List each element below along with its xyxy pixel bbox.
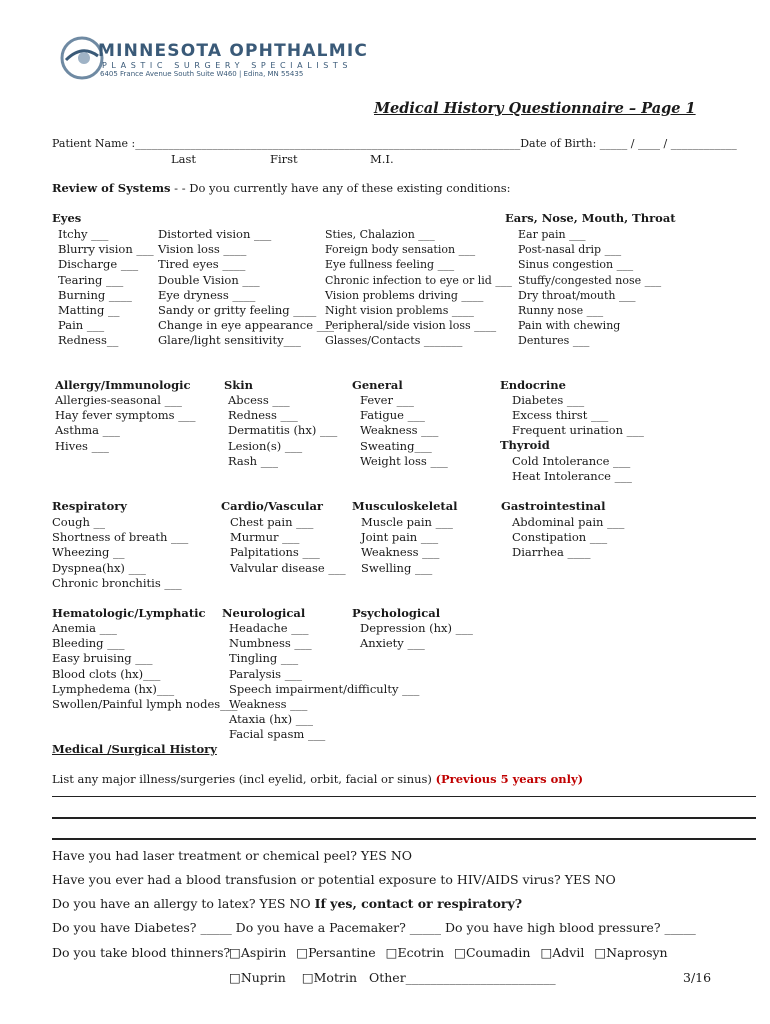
checkbox-icon: □	[454, 945, 466, 960]
psychological-heading: Psychological	[352, 606, 441, 620]
cardio-column	[230, 515, 346, 576]
allergy-item[interactable]: Allergies-seasonal ___	[55, 393, 182, 407]
general-heading: General	[352, 378, 403, 392]
respiratory-item[interactable]: Wheezing __	[52, 545, 125, 560]
respiratory-item[interactable]: Chronic bronchitis ___	[52, 575, 182, 590]
neurological-item[interactable]: Headache ___	[229, 621, 309, 635]
eyes-item[interactable]: Peripheral/side vision loss ____	[325, 319, 497, 333]
eyes-column-3	[325, 227, 512, 349]
checkbox-icon: □	[540, 945, 553, 960]
motrin-option[interactable]: □Motrin	[301, 970, 357, 985]
neurological-item[interactable]: Paralysis ___	[229, 666, 302, 681]
eyes-item[interactable]: Glare/light sensitivity___	[158, 333, 301, 348]
ent-item[interactable]: Sinus congestion ___	[518, 258, 634, 272]
neurological-item[interactable]: Numbness ___	[229, 636, 312, 651]
latex-question[interactable]	[52, 896, 522, 911]
page-title: Medical History Questionnaire – Page 1	[374, 100, 696, 117]
hematologic-item[interactable]: Blood clots (hx)___	[52, 666, 161, 681]
musculoskeletal-item[interactable]: Muscle pain ___	[361, 515, 453, 529]
neurological-item[interactable]: Ataxia (hx) ___	[229, 712, 314, 727]
gastrointestinal-heading: Gastrointestinal	[501, 499, 606, 513]
thyroid-heading: Thyroid	[500, 438, 550, 452]
musculoskeletal-item[interactable]: Weakness ___	[361, 545, 440, 560]
ent-item[interactable]: Ear pain ___	[518, 228, 586, 241]
eyes-item[interactable]: Tired eyes ____	[158, 257, 246, 272]
surgical-history-text: List any major illness/surgeries (incl eyelid, orbit, facial or sinus)	[52, 772, 432, 786]
gastrointestinal-item[interactable]: Abdominal pain ___	[512, 515, 625, 529]
persantine-option[interactable]: □Persantine	[296, 945, 376, 960]
ent-heading: Ears, Nose, Mouth, Throat	[505, 211, 676, 225]
musculoskeletal-heading: Musculoskeletal	[352, 499, 458, 513]
latex-followup-text: If yes, contact or respiratory?	[314, 896, 523, 911]
thyroid-column	[512, 454, 632, 484]
allergy-heading: Allergy/Immunologic	[55, 378, 191, 392]
eyes-item[interactable]: Matting __	[58, 302, 120, 317]
eyes-item[interactable]: Vision problems driving ____	[325, 288, 484, 302]
eyes-item[interactable]: Blurry vision ___	[58, 242, 154, 257]
practice-address: 6405 France Avenue South Suite W460 | Edina, MN 55435	[100, 70, 304, 78]
page-number: 3/16	[683, 970, 712, 985]
conditions-question[interactable]: Do you have Diabetes? _____ Do you have a Pacemaker? _____ Do you have high blood pressure? _____	[52, 920, 696, 935]
other-thinner-field[interactable]: Other________________________	[368, 970, 556, 985]
general-item[interactable]: Sweating___	[360, 438, 432, 453]
gastrointestinal-column	[512, 515, 624, 561]
eyes-item[interactable]: Change in eye appearance ___	[158, 318, 334, 333]
surgical-history-prompt	[52, 772, 583, 787]
cardio-item[interactable]: Chest pain ___	[230, 515, 314, 529]
general-item[interactable]: Weight loss ___	[360, 453, 448, 468]
hematologic-item[interactable]: Anemia ___	[52, 621, 117, 635]
allergy-item[interactable]: Hay fever symptoms ___	[55, 408, 196, 423]
blood-thinners-label: Do you take blood thinners?	[52, 945, 231, 960]
patient-name-dob-line[interactable]: Patient Name :______________________________________________________________________Date of Birth: _____ / ____ / ____________	[52, 137, 737, 150]
cardio-item[interactable]: Palpitations ___	[230, 545, 320, 560]
practice-subtitle: PLASTIC SURGERY SPECIALISTS	[102, 61, 353, 70]
hematologic-item[interactable]: Swollen/Painful lymph nodes___	[52, 696, 238, 711]
respiratory-item[interactable]: Dyspnea(hx) ___	[52, 560, 146, 575]
coumadin-option[interactable]: □Coumadin	[454, 945, 531, 960]
surgical-history-line-1[interactable]	[52, 796, 756, 797]
general-item[interactable]: Fatigue ___	[360, 408, 425, 423]
review-of-systems-prompt	[52, 181, 511, 196]
neurological-item[interactable]: Facial spasm ___	[229, 727, 326, 742]
transfusion-question[interactable]: Have you ever had a blood transfusion or potential exposure to HIV/AIDS virus? YES NO	[52, 872, 616, 887]
respiratory-column	[52, 515, 188, 591]
eyes-item[interactable]: Sandy or gritty feeling ____	[158, 302, 317, 317]
skin-heading: Skin	[224, 378, 254, 392]
hematologic-heading: Hematologic/Lymphatic	[52, 606, 206, 620]
ecotrin-option[interactable]: □Ecotrin	[385, 945, 445, 960]
neurological-item[interactable]: Tingling ___	[229, 651, 299, 666]
latex-question-text: Do you have an allergy to latex? YES NO	[52, 896, 311, 911]
psychological-item[interactable]: Anxiety ___	[360, 636, 425, 651]
endocrine-item[interactable]: Diabetes ___	[512, 393, 585, 407]
neurological-heading: Neurological	[222, 606, 306, 620]
eyes-item[interactable]: Foreign body sensation ___	[325, 243, 476, 257]
skin-column	[228, 393, 337, 469]
musculoskeletal-item[interactable]: Swelling ___	[361, 560, 433, 575]
surgical-history-heading: Medical /Surgical History	[52, 742, 217, 756]
middle-initial-caption: M.I.	[370, 152, 394, 166]
eyes-item[interactable]: Chronic infection to eye or lid ___	[325, 273, 512, 287]
checkbox-icon: □	[229, 945, 241, 960]
skin-item[interactable]: Redness ___	[228, 408, 298, 423]
general-item[interactable]: Weakness ___	[360, 423, 439, 438]
checkbox-icon: □	[301, 970, 314, 985]
hematologic-item[interactable]: Easy bruising ___	[52, 651, 153, 666]
respiratory-item[interactable]: Cough __	[52, 515, 106, 529]
skin-item[interactable]: Rash ___	[228, 453, 278, 468]
eyes-item[interactable]: Eye dryness ____	[158, 287, 256, 302]
neurological-item[interactable]: Weakness ___	[229, 696, 308, 711]
surgical-history-note: (Previous 5 years only)	[435, 772, 584, 786]
endocrine-item[interactable]: Excess thirst ___	[512, 408, 609, 423]
eyes-item[interactable]: Eye fullness feeling ___	[325, 258, 455, 272]
practice-name: MINNESOTA OPHTHALMIC	[98, 41, 369, 61]
endocrine-heading: Endocrine	[500, 378, 566, 392]
checkbox-icon: □	[385, 945, 398, 960]
ent-item[interactable]: Post-nasal drip ___	[518, 243, 622, 257]
eyes-item[interactable]: Itchy ___	[58, 227, 109, 241]
respiratory-heading: Respiratory	[52, 499, 127, 513]
allergy-column	[55, 393, 195, 454]
ent-item[interactable]: Pain with chewing	[518, 319, 621, 333]
eyes-item[interactable]: Sties, Chalazion ___	[325, 228, 435, 241]
ent-item[interactable]: Dry throat/mouth ___	[518, 288, 636, 302]
allergy-item[interactable]: Hives ___	[55, 438, 109, 453]
ent-item[interactable]: Stuffy/congested nose ___	[518, 273, 662, 287]
cardio-item[interactable]: Murmur ___	[230, 530, 300, 545]
last-name-caption: Last	[171, 152, 197, 166]
cardio-heading: Cardio/Vascular	[221, 499, 323, 513]
neurological-item[interactable]: Speech impairment/difficulty ___	[229, 681, 420, 696]
eyes-column-1	[58, 227, 154, 349]
eyes-item[interactable]: Night vision problems ____	[325, 303, 474, 317]
advil-option[interactable]: □Advil	[540, 945, 585, 960]
gastrointestinal-item[interactable]: Diarrhea ____	[512, 545, 591, 560]
eyes-heading: Eyes	[52, 211, 82, 225]
eyes-item[interactable]: Discharge ___	[58, 257, 139, 272]
eyes-item[interactable]: Glasses/Contacts _______	[325, 334, 463, 348]
skin-item[interactable]: Dermatitis (hx) ___	[228, 423, 338, 438]
hematologic-item[interactable]: Bleeding ___	[52, 636, 125, 651]
cardio-item[interactable]: Valvular disease ___	[230, 560, 346, 575]
hematologic-column	[52, 621, 237, 712]
nuprin-option[interactable]: □Nuprin	[229, 970, 286, 985]
skin-item[interactable]: Lesion(s) ___	[228, 438, 303, 453]
thyroid-item[interactable]: Heat Intolerance ___	[512, 469, 632, 484]
eyes-item[interactable]: Double Vision ___	[158, 272, 260, 287]
aspirin-option[interactable]: □Aspirin	[229, 945, 287, 960]
checkbox-icon: □	[594, 945, 607, 960]
checkbox-icon: □	[296, 945, 309, 960]
surgical-history-line-3[interactable]	[52, 838, 756, 840]
review-of-systems-label: Review of Systems	[52, 181, 171, 195]
eyes-item[interactable]: Redness__	[58, 333, 119, 348]
respiratory-item[interactable]: Shortness of breath ___	[52, 530, 189, 545]
eyes-item[interactable]: Distorted vision ___	[158, 227, 272, 241]
psychological-item[interactable]: Depression (hx) ___	[360, 621, 473, 635]
laser-question[interactable]: Have you had laser treatment or chemical peel? YES NO	[52, 848, 413, 863]
musculoskeletal-column	[361, 515, 453, 576]
endocrine-item[interactable]: Frequent urination ___	[512, 423, 644, 438]
gastrointestinal-item[interactable]: Constipation ___	[512, 530, 608, 545]
blood-thinners-options	[229, 945, 668, 960]
surgical-history-line-2[interactable]	[52, 817, 756, 819]
first-name-caption: First	[270, 152, 298, 166]
musculoskeletal-item[interactable]: Joint pain ___	[361, 530, 439, 545]
naprosyn-option[interactable]: □Naprosyn	[594, 945, 668, 960]
ent-item[interactable]: Dentures ___	[518, 334, 590, 348]
ent-column	[518, 227, 661, 349]
ent-item[interactable]: Runny nose ___	[518, 303, 604, 317]
eyes-item[interactable]: Vision loss ____	[158, 242, 247, 257]
psychological-column	[360, 621, 473, 651]
skin-item[interactable]: Abcess ___	[228, 393, 290, 407]
eyes-item[interactable]: Tearing ___	[58, 272, 124, 287]
endocrine-column	[512, 393, 644, 439]
hematologic-item[interactable]: Lymphedema (hx)___	[52, 681, 175, 696]
thyroid-item[interactable]: Cold Intolerance ___	[512, 454, 631, 468]
review-of-systems-text: - - Do you currently have any of these existing conditions:	[170, 181, 511, 195]
checkbox-icon: □	[229, 970, 241, 985]
eyes-item[interactable]: Burning ____	[58, 287, 132, 302]
allergy-item[interactable]: Asthma ___	[55, 423, 120, 438]
general-item[interactable]: Fever ___	[360, 393, 414, 407]
eyes-column-2	[158, 227, 334, 349]
eyes-item[interactable]: Pain ___	[58, 318, 105, 333]
general-column	[360, 393, 448, 469]
blood-thinners-options-row-2	[229, 970, 556, 985]
